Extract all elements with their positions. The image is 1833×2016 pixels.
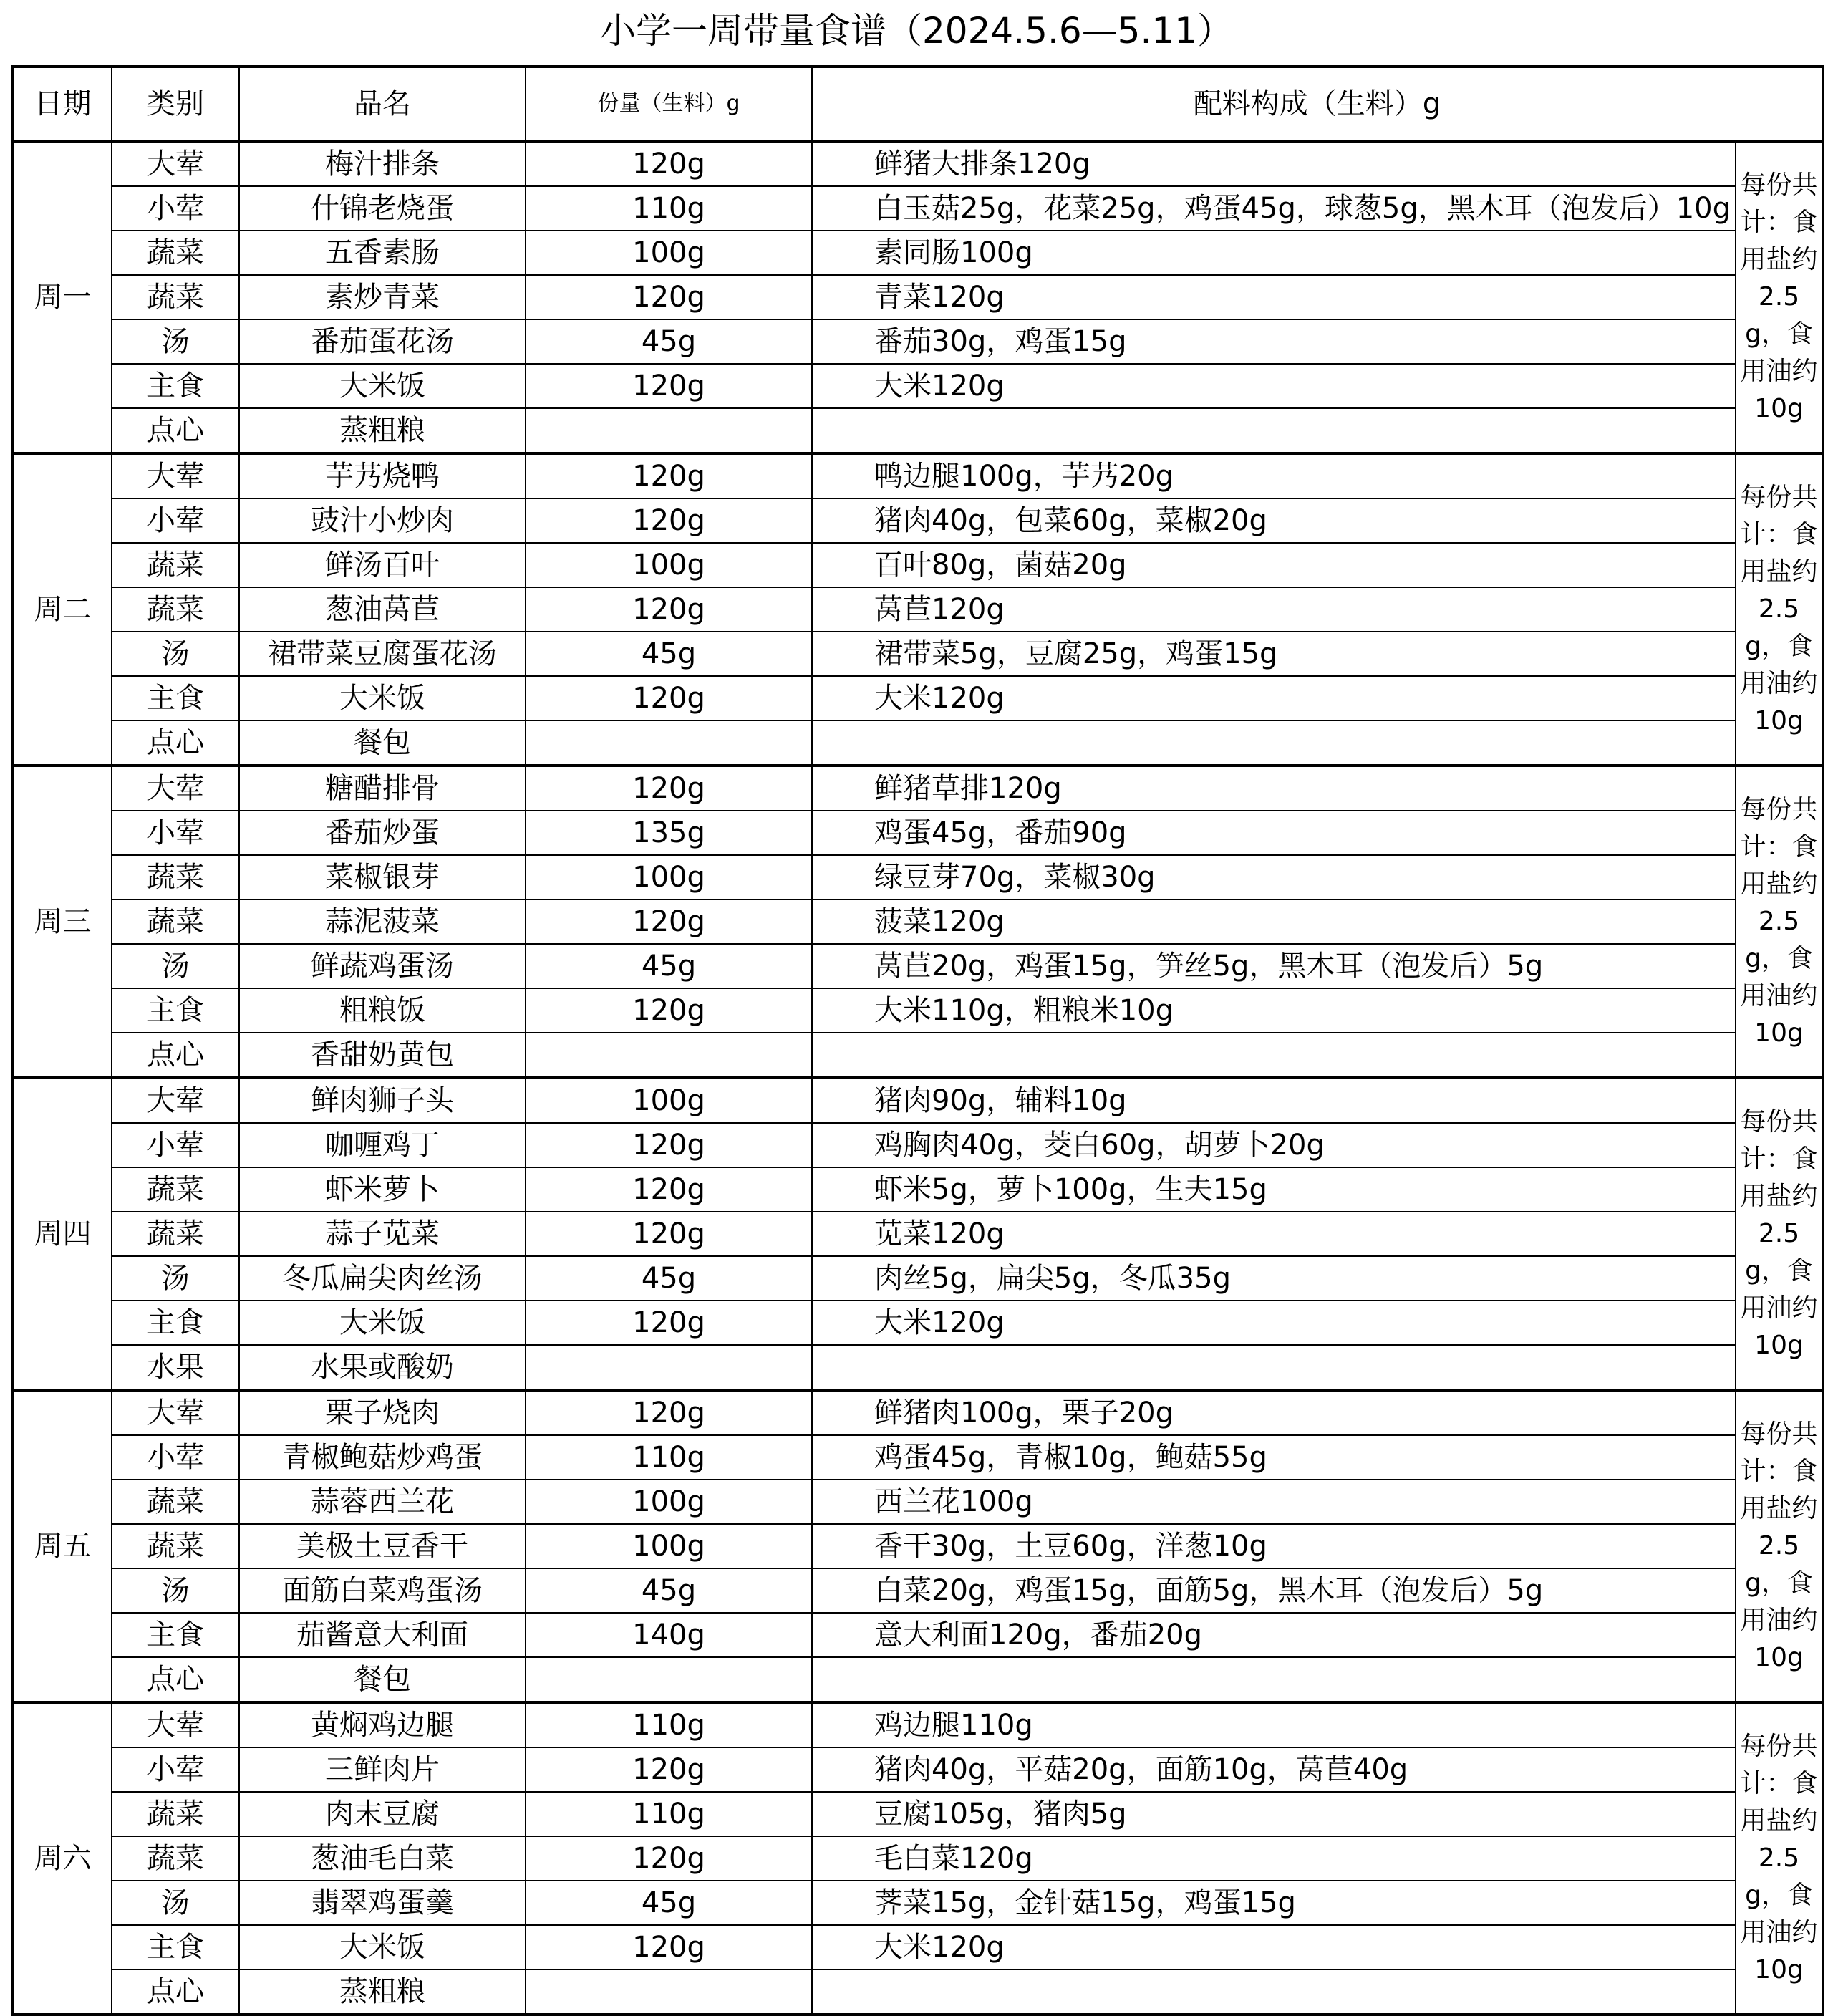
table-row: [13, 676, 1823, 720]
dish-cell: 青椒鲍菇炒鸡蛋: [239, 1435, 526, 1480]
portion-cell: 120g: [526, 1390, 812, 1435]
table-row: [13, 364, 1823, 408]
category-cell: 蔬菜: [112, 900, 239, 944]
seasoning-note: 每份共计：食用盐约2.5g，食用油约10g: [1736, 1078, 1823, 1390]
ingredients-cell: 豆腐105g，猪肉5g: [812, 1792, 1736, 1836]
category-cell: 汤: [112, 319, 239, 364]
ingredients-cell: 白玉菇25g，花菜25g，鸡蛋45g，球葱5g，黑木耳（泡发后）10g: [812, 186, 1736, 231]
dish-cell: 香甜奶黄包: [239, 1033, 526, 1078]
seasoning-note: 每份共计：食用盐约2.5g，食用油约10g: [1736, 141, 1823, 453]
ingredients-cell: 素同肠100g: [812, 231, 1736, 275]
category-cell: 主食: [112, 364, 239, 408]
table-row: [13, 1480, 1823, 1524]
portion-cell: 45g: [526, 1256, 812, 1301]
portion-cell: 100g: [526, 231, 812, 275]
category-cell: 小荤: [112, 1435, 239, 1480]
portion-cell: [526, 1657, 812, 1702]
day-label: 周六: [13, 1702, 112, 2015]
table-row: [13, 1256, 1823, 1301]
portion-cell: 120g: [526, 988, 812, 1033]
table-row: [13, 811, 1823, 855]
table-row: [13, 1078, 1823, 1123]
table-row: [13, 988, 1823, 1033]
ingredients-cell: 鲜猪肉100g，栗子20g: [812, 1390, 1736, 1435]
dish-cell: 粗粮饭: [239, 988, 526, 1033]
dish-cell: 餐包: [239, 720, 526, 766]
ingredients-cell: [812, 720, 1736, 766]
portion-cell: 110g: [526, 186, 812, 231]
portion-cell: 140g: [526, 1613, 812, 1657]
category-cell: 蔬菜: [112, 543, 239, 587]
day-label: 周五: [13, 1390, 112, 1702]
category-cell: 汤: [112, 632, 239, 676]
seasoning-note: 每份共计：食用盐约2.5g，食用油约10g: [1736, 453, 1823, 766]
dish-cell: 餐包: [239, 1657, 526, 1702]
ingredients-cell: 猪肉40g，平菇20g，面筋10g，莴苣40g: [812, 1747, 1736, 1792]
table-row: [13, 1925, 1823, 1969]
day-group: [13, 1390, 1823, 1702]
portion-cell: 110g: [526, 1435, 812, 1480]
category-cell: 汤: [112, 1881, 239, 1925]
table-row: [13, 1568, 1823, 1613]
table-row: [13, 1123, 1823, 1167]
category-cell: 小荤: [112, 1747, 239, 1792]
portion-cell: 45g: [526, 944, 812, 988]
portion-cell: [526, 1033, 812, 1078]
header-dish: 品名: [239, 67, 526, 141]
day-label: 周四: [13, 1078, 112, 1390]
dish-cell: 虾米萝卜: [239, 1167, 526, 1212]
table-row: [13, 408, 1823, 453]
table-row: [13, 1747, 1823, 1792]
dish-cell: 芋艿烧鸭: [239, 453, 526, 498]
dish-cell: 翡翠鸡蛋羹: [239, 1881, 526, 1925]
day-label: 周二: [13, 453, 112, 766]
header-ingredients: 配料构成（生料）g: [812, 67, 1823, 141]
ingredients-cell: 荠菜15g，金针菇15g，鸡蛋15g: [812, 1881, 1736, 1925]
table-row: [13, 1836, 1823, 1881]
ingredients-cell: 大米120g: [812, 364, 1736, 408]
ingredients-cell: 大米120g: [812, 1925, 1736, 1969]
ingredients-cell: 鸡胸肉40g，茭白60g，胡萝卜20g: [812, 1123, 1736, 1167]
table-row: [13, 231, 1823, 275]
table-row: [13, 900, 1823, 944]
dish-cell: 美极土豆香干: [239, 1524, 526, 1568]
day-group: [13, 766, 1823, 1078]
ingredients-cell: 大米120g: [812, 676, 1736, 720]
table-row: [13, 632, 1823, 676]
portion-cell: 110g: [526, 1702, 812, 1747]
portion-cell: 120g: [526, 1301, 812, 1345]
ingredients-cell: [812, 1345, 1736, 1390]
category-cell: 大荤: [112, 453, 239, 498]
dish-cell: 蒜蓉西兰花: [239, 1480, 526, 1524]
portion-cell: 45g: [526, 1881, 812, 1925]
day-group: [13, 1702, 1823, 2015]
ingredients-cell: 毛白菜120g: [812, 1836, 1736, 1881]
dish-cell: 番茄蛋花汤: [239, 319, 526, 364]
portion-cell: 120g: [526, 587, 812, 632]
category-cell: 小荤: [112, 1123, 239, 1167]
ingredients-cell: [812, 1657, 1736, 1702]
table-row: [13, 1792, 1823, 1836]
ingredients-cell: 百叶80g，菌菇20g: [812, 543, 1736, 587]
dish-cell: 鲜汤百叶: [239, 543, 526, 587]
table-header-row: [13, 67, 1823, 141]
category-cell: 蔬菜: [112, 1480, 239, 1524]
ingredients-cell: 猪肉90g，辅料10g: [812, 1078, 1736, 1123]
dish-cell: 三鲜肉片: [239, 1747, 526, 1792]
category-cell: 主食: [112, 988, 239, 1033]
header-date: 日期: [13, 67, 112, 141]
category-cell: 大荤: [112, 1078, 239, 1123]
table-row: [13, 1524, 1823, 1568]
day-group: [13, 1078, 1823, 1390]
dish-cell: 葱油毛白菜: [239, 1836, 526, 1881]
table-row: [13, 766, 1823, 811]
ingredients-cell: 鸡边腿110g: [812, 1702, 1736, 1747]
portion-cell: 100g: [526, 855, 812, 900]
table-row: [13, 543, 1823, 587]
dish-cell: 素炒青菜: [239, 275, 526, 319]
portion-cell: 120g: [526, 498, 812, 543]
category-cell: 水果: [112, 1345, 239, 1390]
ingredients-cell: 番茄30g，鸡蛋15g: [812, 319, 1736, 364]
category-cell: 蔬菜: [112, 855, 239, 900]
dish-cell: 蒸粗粮: [239, 408, 526, 453]
category-cell: 蔬菜: [112, 1792, 239, 1836]
portion-cell: 45g: [526, 319, 812, 364]
portion-cell: [526, 1969, 812, 2015]
dish-cell: 蒜子苋菜: [239, 1212, 526, 1256]
ingredients-cell: 青菜120g: [812, 275, 1736, 319]
category-cell: 小荤: [112, 811, 239, 855]
category-cell: 蔬菜: [112, 1212, 239, 1256]
portion-cell: [526, 720, 812, 766]
day-label: 周三: [13, 766, 112, 1078]
portion-cell: 100g: [526, 1524, 812, 1568]
ingredients-cell: 猪肉40g，包菜60g，菜椒20g: [812, 498, 1736, 543]
category-cell: 蔬菜: [112, 1167, 239, 1212]
ingredients-cell: [812, 1033, 1736, 1078]
portion-cell: 120g: [526, 676, 812, 720]
dish-cell: 大米饭: [239, 364, 526, 408]
portion-cell: 110g: [526, 1792, 812, 1836]
dish-cell: 梅汁排条: [239, 141, 526, 186]
dish-cell: 大米饭: [239, 1925, 526, 1969]
weekly-menu-table: [11, 65, 1824, 2016]
category-cell: 主食: [112, 1925, 239, 1969]
ingredients-cell: 裙带菜5g，豆腐25g，鸡蛋15g: [812, 632, 1736, 676]
portion-cell: 120g: [526, 766, 812, 811]
category-cell: 汤: [112, 944, 239, 988]
category-cell: 大荤: [112, 141, 239, 186]
ingredients-cell: 鲜猪大排条120g: [812, 141, 1736, 186]
dish-cell: 葱油莴苣: [239, 587, 526, 632]
day-group: [13, 141, 1823, 453]
day-label: 周一: [13, 141, 112, 453]
portion-cell: 120g: [526, 1212, 812, 1256]
dish-cell: 茄酱意大利面: [239, 1613, 526, 1657]
category-cell: 点心: [112, 720, 239, 766]
seasoning-note: 每份共计：食用盐约2.5g，食用油约10g: [1736, 1390, 1823, 1702]
table-row: [13, 1435, 1823, 1480]
header-category: 类别: [112, 67, 239, 141]
dish-cell: 肉末豆腐: [239, 1792, 526, 1836]
dish-cell: 面筋白菜鸡蛋汤: [239, 1568, 526, 1613]
category-cell: 点心: [112, 1657, 239, 1702]
portion-cell: 120g: [526, 275, 812, 319]
portion-cell: [526, 1345, 812, 1390]
ingredients-cell: 肉丝5g，扁尖5g，冬瓜35g: [812, 1256, 1736, 1301]
category-cell: 主食: [112, 1613, 239, 1657]
table-row: [13, 1033, 1823, 1078]
dish-cell: 番茄炒蛋: [239, 811, 526, 855]
table-row: [13, 720, 1823, 766]
dish-cell: 五香素肠: [239, 231, 526, 275]
dish-cell: 蒸粗粮: [239, 1969, 526, 2015]
category-cell: 大荤: [112, 1702, 239, 1747]
table-row: [13, 855, 1823, 900]
dish-cell: 鲜蔬鸡蛋汤: [239, 944, 526, 988]
dish-cell: 糖醋排骨: [239, 766, 526, 811]
portion-cell: 120g: [526, 900, 812, 944]
category-cell: 点心: [112, 1033, 239, 1078]
dish-cell: 栗子烧肉: [239, 1390, 526, 1435]
dish-cell: 豉汁小炒肉: [239, 498, 526, 543]
portion-cell: 120g: [526, 364, 812, 408]
dish-cell: 菜椒银芽: [239, 855, 526, 900]
portion-cell: [526, 408, 812, 453]
portion-cell: 100g: [526, 1078, 812, 1123]
portion-cell: 120g: [526, 1836, 812, 1881]
category-cell: 大荤: [112, 766, 239, 811]
portion-cell: 120g: [526, 1123, 812, 1167]
table-row: [13, 453, 1823, 498]
seasoning-note: 每份共计：食用盐约2.5g，食用油约10g: [1736, 1702, 1823, 2015]
header-portion: 份量（生料）g: [526, 67, 812, 141]
day-group: [13, 453, 1823, 766]
ingredients-cell: 苋菜120g: [812, 1212, 1736, 1256]
category-cell: 主食: [112, 1301, 239, 1345]
table-row: [13, 141, 1823, 186]
ingredients-cell: 鸡蛋45g，青椒10g，鲍菇55g: [812, 1435, 1736, 1480]
category-cell: 蔬菜: [112, 231, 239, 275]
table-row: [13, 1212, 1823, 1256]
ingredients-cell: 鸭边腿100g，芋艿20g: [812, 453, 1736, 498]
ingredients-cell: 绿豆芽70g，菜椒30g: [812, 855, 1736, 900]
seasoning-note: 每份共计：食用盐约2.5g，食用油约10g: [1736, 766, 1823, 1078]
dish-cell: 咖喱鸡丁: [239, 1123, 526, 1167]
portion-cell: 45g: [526, 632, 812, 676]
page-title: 小学一周带量食谱（2024.5.6—5.11）: [600, 10, 1233, 52]
portion-cell: 100g: [526, 543, 812, 587]
table-row: [13, 1881, 1823, 1925]
table-row: [13, 944, 1823, 988]
dish-cell: 大米饭: [239, 1301, 526, 1345]
portion-cell: 45g: [526, 1568, 812, 1613]
ingredients-cell: 莴苣120g: [812, 587, 1736, 632]
category-cell: 蔬菜: [112, 1524, 239, 1568]
dish-cell: 黄焖鸡边腿: [239, 1702, 526, 1747]
table-row: [13, 1390, 1823, 1435]
ingredients-cell: 香干30g，土豆60g，洋葱10g: [812, 1524, 1736, 1568]
category-cell: 汤: [112, 1256, 239, 1301]
table-row: [13, 1301, 1823, 1345]
portion-cell: 120g: [526, 1925, 812, 1969]
table-row: [13, 1702, 1823, 1747]
dish-cell: 什锦老烧蛋: [239, 186, 526, 231]
table-row: [13, 1345, 1823, 1390]
dish-cell: 冬瓜扁尖肉丝汤: [239, 1256, 526, 1301]
ingredients-cell: 白菜20g，鸡蛋15g，面筋5g，黑木耳（泡发后）5g: [812, 1568, 1736, 1613]
dish-cell: 大米饭: [239, 676, 526, 720]
table-row: [13, 319, 1823, 364]
category-cell: 小荤: [112, 186, 239, 231]
ingredients-cell: 莴苣20g，鸡蛋15g，笋丝5g，黑木耳（泡发后）5g: [812, 944, 1736, 988]
dish-cell: 蒜泥菠菜: [239, 900, 526, 944]
table-row: [13, 498, 1823, 543]
ingredients-cell: [812, 408, 1736, 453]
category-cell: 小荤: [112, 498, 239, 543]
portion-cell: 120g: [526, 141, 812, 186]
ingredients-cell: 虾米5g，萝卜100g，生夫15g: [812, 1167, 1736, 1212]
ingredients-cell: 大米110g，粗粮米10g: [812, 988, 1736, 1033]
table-row: [13, 186, 1823, 231]
dish-cell: 鲜肉狮子头: [239, 1078, 526, 1123]
table-row: [13, 1969, 1823, 2015]
category-cell: 汤: [112, 1568, 239, 1613]
table-row: [13, 1613, 1823, 1657]
ingredients-cell: 鸡蛋45g，番茄90g: [812, 811, 1736, 855]
table-row: [13, 1167, 1823, 1212]
table-row: [13, 275, 1823, 319]
ingredients-cell: [812, 1969, 1736, 2015]
category-cell: 蔬菜: [112, 587, 239, 632]
category-cell: 大荤: [112, 1390, 239, 1435]
dish-cell: 水果或酸奶: [239, 1345, 526, 1390]
category-cell: 点心: [112, 408, 239, 453]
portion-cell: 120g: [526, 1747, 812, 1792]
category-cell: 点心: [112, 1969, 239, 2015]
category-cell: 主食: [112, 676, 239, 720]
portion-cell: 120g: [526, 1167, 812, 1212]
dish-cell: 裙带菜豆腐蛋花汤: [239, 632, 526, 676]
ingredients-cell: 鲜猪草排120g: [812, 766, 1736, 811]
table-row: [13, 1657, 1823, 1702]
ingredients-cell: 大米120g: [812, 1301, 1736, 1345]
category-cell: 蔬菜: [112, 275, 239, 319]
category-cell: 蔬菜: [112, 1836, 239, 1881]
table-row: [13, 587, 1823, 632]
ingredients-cell: 菠菜120g: [812, 900, 1736, 944]
portion-cell: 120g: [526, 453, 812, 498]
ingredients-cell: 西兰花100g: [812, 1480, 1736, 1524]
ingredients-cell: 意大利面120g，番茄20g: [812, 1613, 1736, 1657]
portion-cell: 100g: [526, 1480, 812, 1524]
portion-cell: 135g: [526, 811, 812, 855]
